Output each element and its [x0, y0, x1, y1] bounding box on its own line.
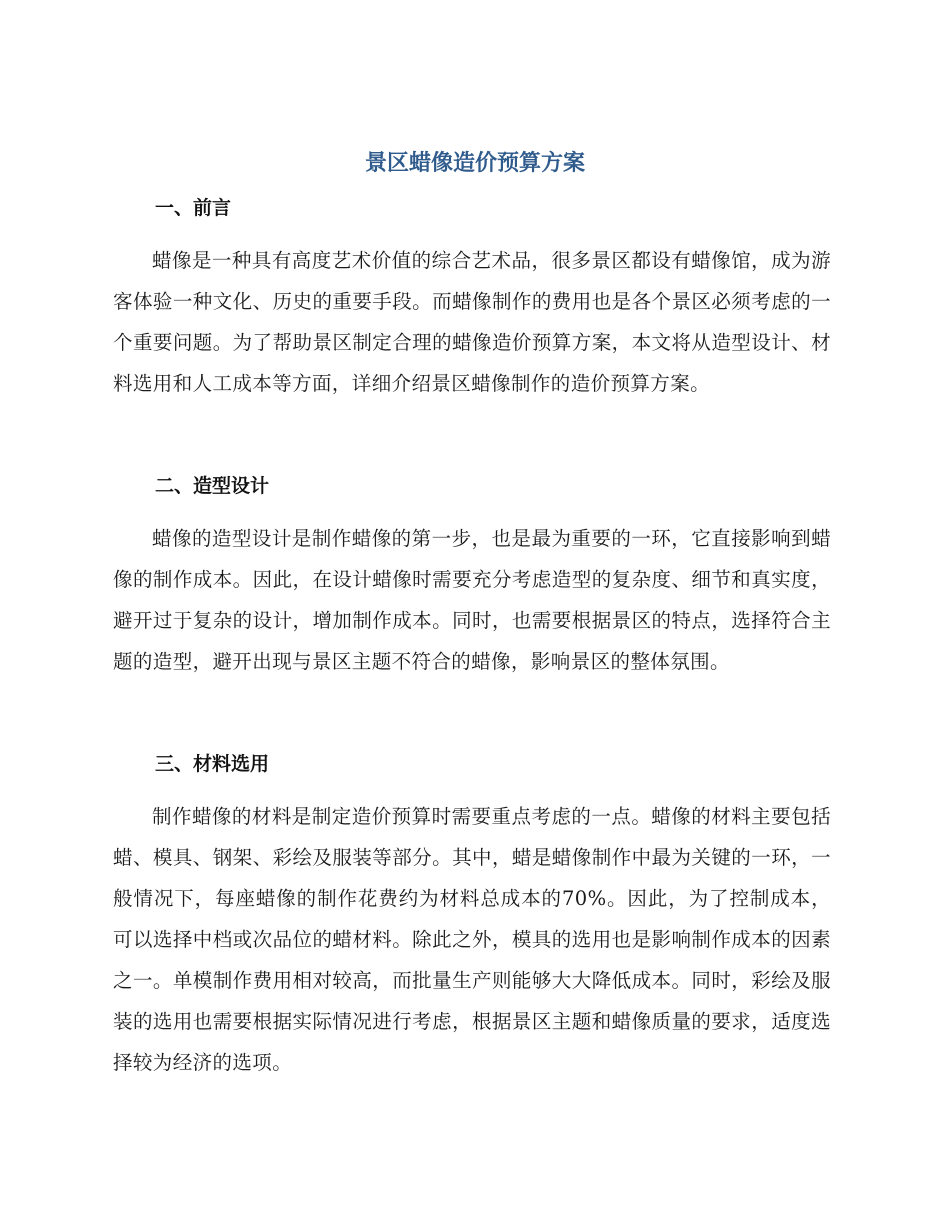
section-body-preface: 蜡像是一种具有高度艺术价值的综合艺术品，很多景区都设有蜡像馆，成为游客体验一种文化、历史的重要手段。而蜡像制作的费用也是各个景区必须考虑的一个重要问题。为了帮助景区制定合理的蜡像造价预算方案，本文将从造型设计、材料选用和人工成本等方面，详细介绍景区蜡像制作的造价预算方案。 [113, 249, 831, 395]
section-body-design: 蜡像的造型设计是制作蜡像的第一步，也是最为重要的一环，它直接影响到蜡像的制作成本。因此，在设计蜡像时需要充分考虑造型的复杂度、细节和真实度，避开过于复杂的设计，增加制作成本。同时，也需要根据景区的特点，选择符合主题的造型，避开出现与景区主题不符合的蜡像，影响景区的整体氛围。 [113, 527, 831, 673]
section-heading-design: 二、造型设计 [155, 475, 270, 497]
section-heading-preface: 一、前言 [155, 197, 232, 219]
document-title: 景区蜡像造价预算方案 [364, 151, 585, 176]
section-heading-materials: 三、材料选用 [155, 753, 270, 775]
section-body-materials: 制作蜡像的材料是制定造价预算时需要重点考虑的一点。蜡像的材料主要包括蜡、模具、钢架、彩绘及服装等部分。其中，蜡是蜡像制作中最为关键的一环，一般情况下，每座蜡像的制作花费约为材料总成本的70%。因此，为了控制成本，可以选择中档或次品位的蜡材料。除此之外，模具的选用也是影响制作成本的因素之一。单模制作费用相对较高，而批量生产则能够大大降低成本。同时，彩绘及服装的选用也需要根据实际情况进行考虑，根据景区主题和蜡像质量的要求，适度选择较为经济的选项。 [113, 805, 831, 1074]
